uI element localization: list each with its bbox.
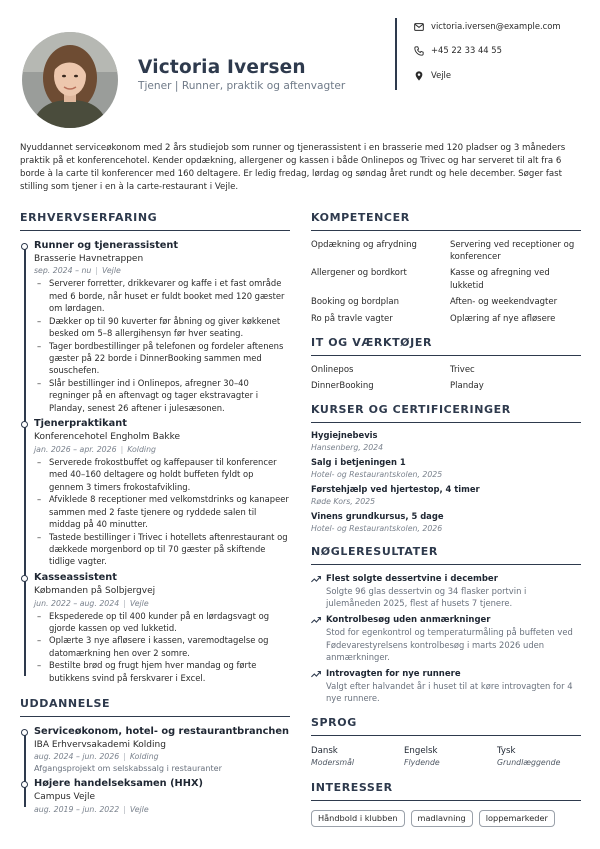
language-name: Tysk	[497, 745, 516, 756]
timeline-dot	[21, 421, 28, 428]
job-title: Runner og tjenerassistent	[34, 239, 179, 251]
meta-separator: |	[95, 266, 98, 276]
trend-up-icon	[311, 575, 321, 583]
skill-item: Kasse og afregning ved lukketid	[450, 268, 550, 291]
job-location: Vejle	[102, 266, 121, 276]
course-provider: Hotel- og Restaurantskolen, 2026	[311, 523, 443, 533]
achievement-item	[311, 668, 581, 705]
course-provider: Røde Kors, 2025	[311, 496, 376, 506]
meta-separator: |	[123, 804, 126, 814]
education-entry	[20, 777, 290, 815]
experience-timeline	[20, 239, 290, 685]
achievements-list	[311, 573, 581, 705]
language-level: Grundlæggende	[497, 757, 561, 767]
job-bullet: – Oplærte 3 nye afløsere i kassen, varemodtagelse og datomærkning hen over 2 somre.	[34, 634, 290, 659]
phone-icon	[414, 46, 424, 56]
education-dates: aug. 2024 – jun. 2026	[34, 752, 120, 762]
job-dates: sep. 2024 – nu	[34, 266, 92, 276]
language-level: Flydende	[404, 757, 440, 767]
language-name: Dansk	[311, 745, 338, 756]
job-company: Købmanden på Solbjergvej	[34, 585, 156, 596]
contact-email[interactable]	[414, 21, 594, 33]
job-meta	[34, 265, 290, 276]
achievement-item	[311, 614, 581, 664]
education-location: Kolding	[129, 752, 159, 762]
trend-up-icon	[311, 616, 321, 624]
contact-location-text: Vejle	[431, 70, 452, 80]
course-item	[311, 457, 581, 480]
job-meta	[34, 598, 290, 609]
job-bullets	[34, 456, 290, 568]
right-column	[311, 210, 581, 827]
course-item	[311, 430, 581, 453]
achievement-title: Flest solgte dessertvine i december	[326, 573, 498, 584]
course-name: Hygiejnebevis	[311, 430, 378, 441]
education-location: Vejle	[129, 804, 149, 814]
tool-item: Onlinepos	[311, 364, 354, 375]
languages-list	[311, 745, 581, 768]
job-title: Kasseassistent	[34, 571, 117, 583]
achievement-description: Stod for egenkontrol og temperaturmåling på buffeten ved Fødevarestyrelsens kontrolbesøg i marts 2026 uden anmærkninger.	[326, 626, 573, 663]
job-location: Vejle	[129, 598, 149, 608]
job-bullet: – Bestilte brød og frugt hjem hver mandag og førte butikkens svind på ferskvarer i Excel.	[34, 659, 290, 684]
skill-item: Allergener og bordkort	[311, 268, 407, 279]
job-bullet: – Tager bordbestillinger på telefonen og fordeler aftenens gæster på 22 borde i DinnerBooking sammen med souschefen.	[34, 340, 290, 377]
achievement-title: Kontrolbesøg uden anmærkninger	[326, 614, 491, 625]
interest-tag: madlavning	[411, 810, 473, 828]
language-item	[404, 745, 497, 768]
experience-heading: ERHVERVSERFARING	[20, 210, 290, 231]
skill-item: Booking og bordplan	[311, 297, 399, 308]
job-bullet: – Slår bestillinger ind i Onlinepos, afregner 30–40 regninger på en aftenvagt og tager ekstravagter i Planday, senest 26 aftener i julesæsonen.	[34, 377, 290, 414]
tool-item: DinnerBooking	[311, 381, 374, 392]
language-level: Modersmål	[311, 757, 355, 767]
skill-item: Opdækning og afrydning	[311, 239, 417, 250]
location-pin-icon	[414, 71, 424, 81]
skill-item: Servering ved receptioner og konferencer	[450, 239, 575, 263]
timeline-dot	[21, 781, 28, 788]
tools-heading: IT OG VÆRKTØJER	[311, 335, 581, 356]
skill-item: Ro på travle vagter	[311, 313, 393, 324]
education-timeline	[20, 725, 290, 815]
education-meta	[34, 804, 290, 815]
skill-item: Oplæring af nye afløsere	[450, 313, 556, 324]
skill-item: Aften- og weekendvagter	[450, 297, 558, 308]
profile-photo	[22, 32, 118, 128]
contact-phone[interactable]	[414, 45, 594, 57]
job-dates: jan. 2026 – apr. 2026	[34, 444, 117, 454]
job-entry	[20, 571, 290, 684]
timeline-dot	[21, 243, 28, 250]
language-name: Engelsk	[404, 745, 438, 756]
mail-icon	[414, 22, 424, 32]
job-bullets	[34, 277, 290, 414]
school-name: IBA Erhvervsakademi Kolding	[34, 739, 166, 750]
course-name: Førstehjælp ved hjertestop, 4 timer	[311, 484, 480, 495]
course-item	[311, 511, 581, 534]
job-location: Kolding	[127, 444, 156, 454]
degree-title: Højere handelseksamen (HHX)	[34, 778, 203, 790]
timeline-dot	[21, 729, 28, 736]
tool-item: Trivec	[450, 364, 475, 375]
tools-list	[311, 364, 581, 393]
job-title: Tjenerpraktikant	[34, 418, 127, 430]
timeline-dot	[21, 575, 28, 582]
resume-header	[0, 0, 600, 135]
education-meta	[34, 751, 290, 762]
interests-list	[311, 810, 581, 828]
course-name: Salg i betjeningen 1	[311, 457, 406, 468]
languages-heading: SPROG	[311, 715, 581, 736]
language-item	[497, 745, 581, 768]
school-name: Campus Vejle	[34, 791, 96, 802]
achievement-description: Valgt efter halvandet år i huset til at køre introvagten for 4 nye runnere.	[326, 680, 573, 704]
education-note: Afgangsprojekt om selskabssalg i restauranter	[34, 762, 222, 773]
job-entry	[20, 417, 290, 568]
course-provider: Hansenberg, 2024	[311, 443, 384, 452]
interest-tag: loppemarkeder	[479, 810, 555, 828]
contact-phone-text: +45 22 33 44 55	[431, 45, 502, 55]
interests-heading: INTERESSER	[311, 780, 581, 801]
interest-tag: Håndbold i klubben	[311, 810, 405, 828]
achievement-description: Solgte 96 glas dessertvin og 34 flasker portvin i julemåneden 2025, flest af husets 7 tjenere.	[326, 585, 527, 609]
courses-list	[311, 430, 581, 534]
profile-summary: Nyuddannet serviceøkonom med 2 års studiejob som runner og tjenerassistent i en brasserie med 120 pladser og 3 måneders praktik på et konferencehotel. Kender opdækning, allergener og kassen i både Onlinepos og Trivec og har serveret til alt fra 6 borde à la carte til konferencer med 160 deltagere. Er ledig fredag, lørdag og søndag året rundt og hele december. Søger fast stilling som tjener i en à la carte-restaurant i Vejle.	[20, 143, 566, 192]
job-company: Brasserie Havnetrappen	[34, 253, 144, 264]
education-heading: UDDANNELSE	[20, 696, 290, 717]
candidate-name: Victoria Iversen	[138, 57, 306, 78]
job-company: Konferencehotel Engholm Bakke	[34, 432, 181, 443]
job-bullet: – Serverer forretter, drikkevarer og kaffe i et fast område med 6 borde, når huset er fuldt booket med 120 gæster om lørdagen.	[34, 277, 290, 314]
job-bullet: – Tastede bestillinger i Trivec i hotellets aftenrestaurant og dækkede morgenbord op til 70 gæster på skiftende tidlige vagter.	[34, 531, 290, 568]
skills-heading: KOMPETENCER	[311, 210, 581, 231]
course-item	[311, 484, 581, 507]
trend-up-icon	[311, 670, 321, 678]
left-column	[20, 210, 290, 815]
skills-list	[311, 239, 581, 325]
job-entry	[20, 239, 290, 415]
job-bullet: – Dækker op til 90 kuverter før åbning og giver køkkenet besked om 5–8 allergihensyn før hver seating.	[34, 315, 290, 340]
course-provider: Hotel- og Restaurantskolen, 2025	[311, 469, 443, 479]
language-item	[311, 745, 404, 768]
education-entry	[20, 725, 290, 774]
contact-location	[414, 70, 594, 82]
achievements-heading: NØGLERESULTATER	[311, 544, 581, 565]
courses-heading: KURSER OG CERTIFICERINGER	[311, 402, 581, 423]
course-name: Vinens grundkursus, 5 dage	[311, 511, 444, 522]
education-dates: aug. 2019 – jun. 2022	[34, 804, 120, 814]
degree-title: Serviceøkonom, hotel- og restaurantbranchen	[34, 725, 290, 737]
achievement-title: Introvagten for nye runnere	[326, 668, 461, 679]
contact-email-text: victoria.iversen@example.com	[431, 21, 561, 31]
meta-separator: |	[123, 598, 126, 608]
job-dates: jun. 2022 – aug. 2024	[34, 598, 120, 608]
job-bullet: – Afviklede 8 receptioner med velkomstdrinks og kanapeer sammen med 2 faste tjenere og ryddede salen til middag på 40 minutter.	[34, 493, 290, 530]
header-divider	[395, 18, 397, 90]
job-bullet: – Serverede frokostbuffet og kaffepauser til konferencer med 40–160 deltagere og holdt buffeten fyldt op gennem 3 timers frokostafvikling.	[34, 456, 290, 493]
job-meta	[34, 444, 290, 455]
candidate-subtitle: Tjener | Runner, praktik og aftenvagter	[138, 80, 346, 92]
achievement-item	[311, 573, 581, 610]
tool-item: Planday	[450, 381, 484, 392]
meta-separator: |	[123, 752, 126, 762]
job-bullet: – Ekspederede op til 400 kunder på en lørdagsvagt og gjorde kassen op ved lukketid.	[34, 610, 290, 635]
job-bullets	[34, 610, 290, 685]
meta-separator: |	[120, 444, 124, 454]
